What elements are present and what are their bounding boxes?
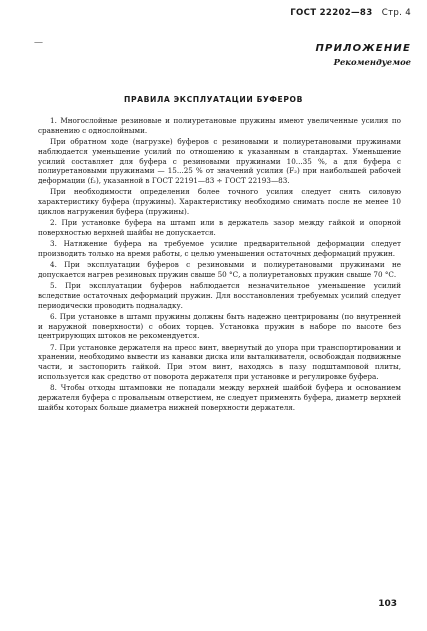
paragraph: 5. При эксплуатации буферов наблюдается незначительное уменьшение усилий вследствие остаточных деформаций пружин. Для восстановления требуемых усилий следует периодически проводить подналадку. (38, 281, 401, 310)
paragraph: 1. Многослойные резиновые и полиуретановые пружины имеют увеличенные усилия по сравнению с однослойными. (38, 116, 401, 135)
paragraph: 8. Чтобы отходы штамповки не попадали между верхней шайбой буфера и основанием держателя буфера с провальным отверстием, не следует применять буфера, диаметр верхней шайбы которых больше диаметра нижней поверхности держателя. (38, 383, 401, 412)
paragraph: 4. При эксплуатации буферов с резиновыми и полиуретановыми пружинами не допускается нагрев резиновых пружин свыше 50 °С, а полиуретановых пружин свыше 70 °С. (38, 260, 401, 279)
appendix-status: Рекомендуемое (333, 57, 411, 67)
standard-number: ГОСТ 22202—83 (290, 8, 373, 18)
section-title: ПРАВИЛА ЭКСПЛУАТАЦИИ БУФЕРОВ (124, 95, 303, 104)
page-header (290, 8, 411, 18)
paragraph: При обратном ходе (нагрузке) буферов с резиновыми и полиуретановыми пружинами наблюдается уменьшение усилий по отношению к указанным в стандартах. Уменьшение усилий составляет для буфера с резиновыми пружинами 10...35 %, а для буфера с полиуретановыми пружинами — 15...25 % от значений усилия (F₂) при наибольшей рабочей деформации (f₂), указанной в ГОСТ 22191—83 ÷ ГОСТ 22193—83. (38, 136, 401, 186)
margin-mark: — (34, 38, 43, 48)
paragraph: 7. При установке держателя на пресс винт, ввернутый до упора при транспортировании и хранении, необходимо вывести из канавки диска или выталкивателя, освобождая подвижные части, и застопорить гайкой. При этом винт, находясь в пазу подштамповой плиты, используется как средство от поворота держателя при установке и регулировке буфера. (38, 342, 401, 382)
paragraph: 3. Натяжение буфера на требуемое усилие предварительной деформации следует производить только на время работы, с целью уменьшения остаточных деформаций пружин. (38, 239, 401, 258)
document-body (38, 116, 401, 414)
appendix-title: ПРИЛОЖЕНИЕ (315, 43, 411, 54)
appendix-heading (315, 43, 411, 67)
page-number: 103 (378, 599, 397, 609)
paragraph: 6. При установке в штамп пружины должны быть надежно центрированы (по внутренней и наружной поверхности) с обоих торцев. Установка пружин в наборе по высоте без центрирующих штоков не рекомендуется. (38, 311, 401, 341)
paragraph: 2. При установке буфера на штамп или в держатель зазор между гайкой и опорной поверхностью верхней шайбы не допускается. (38, 218, 401, 237)
page-label: Стр. 4 (381, 8, 411, 18)
paragraph: При необходимости определения более точного усилия следует снять силовую характеристику буфера (пружины). Характеристику необходимо снимать после не менее 10 циклов нагружения буфера (пружины). (38, 187, 401, 216)
